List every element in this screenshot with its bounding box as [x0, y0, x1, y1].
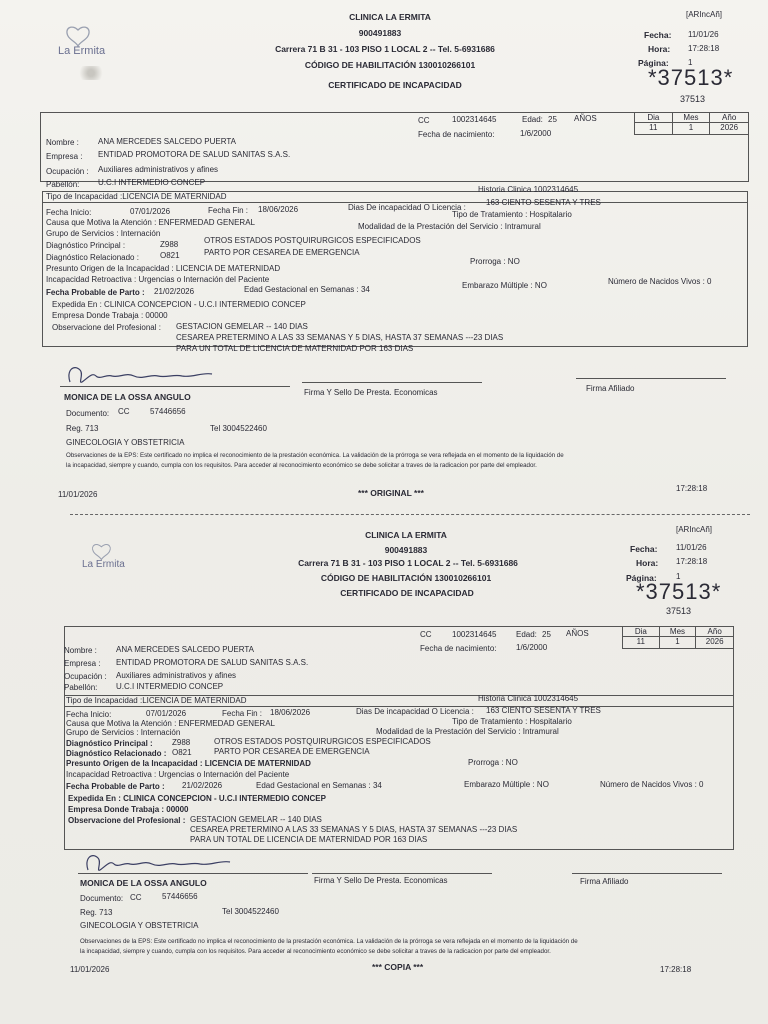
hora-label: Hora: [636, 558, 659, 568]
observaciones-line1: GESTACION GEMELAR -- 140 DIAS [176, 322, 308, 331]
dias-value: 163 CIENTO SESENTA Y TRES [486, 706, 601, 715]
ocupacion-label: Ocupación : [46, 167, 89, 176]
date-value-mes: 1 [673, 123, 711, 134]
diag-principal-code: Z988 [172, 738, 191, 747]
nombre-label: Nombre : [46, 138, 79, 147]
tipo-tratamiento: Tipo de Tratamiento : Hospitalario [452, 717, 572, 726]
doc-type: CC [418, 116, 430, 125]
diag-principal-desc: OTROS ESTADOS POSTQUIRURGICOS ESPECIFICADOS [204, 236, 421, 245]
pagina-value: 1 [688, 58, 693, 67]
date-header-mes: Mes [660, 627, 697, 637]
edad-value: 25 [548, 115, 557, 124]
ocupacion-value: Auxiliares administrativos y afines [116, 671, 237, 680]
causa-atencion: Causa que Motiva la Atención : ENFERMEDAD GENERAL [66, 719, 275, 728]
fecha-parto-value: 21/02/2026 [154, 287, 195, 296]
clinic-address: Carrera 71 B 31 - 103 PISO 1 LOCAL 2 -- Tel. 5-6931686 [298, 558, 518, 568]
fecha-inicio-value: 07/01/2026 [146, 709, 187, 718]
fecha-value: 11/01/26 [688, 30, 719, 39]
documento-type: CC [118, 407, 130, 416]
telefono: Tel 3004522460 [222, 907, 279, 916]
fecha-parto-label: Fecha Probable de Parto : [66, 782, 165, 791]
firma-afiliado-label: Firma Afiliado [586, 384, 635, 393]
date-header-dia: Dia [635, 113, 673, 123]
diag-relacionado-code: O821 [160, 251, 180, 260]
fecha-value: 11/01/26 [676, 543, 707, 552]
doc-type: CC [420, 630, 432, 639]
observaciones-line3: PARA UN TOTAL DE LICENCIA DE MATERNIDAD POR 163 DIAS [190, 835, 428, 844]
diag-relacionado-label: Diagnóstico Relacionado : [46, 253, 139, 262]
prorroga: Prorroga : NO [468, 758, 518, 767]
empresa-value: ENTIDAD PROMOTORA DE SALUD SANITAS S.A.S. [116, 658, 309, 667]
dias-label: Dias De incapacidad O Licencia : [356, 707, 474, 716]
fecha-fin-value: 18/06/2026 [270, 708, 311, 717]
tipo-incapacidad: Tipo de Incapacidad :LICENCIA DE MATERNIDAD [46, 192, 227, 201]
modalidad-servicio: Modalidad de la Prestación del Servicio : Intramural [358, 222, 541, 231]
doc-number: 1002314645 [452, 115, 497, 124]
pabellon-label: Pabellón: [46, 180, 80, 189]
certificate-number: 37513 [666, 606, 692, 616]
certificate-barcode-number: *37513* [648, 65, 734, 90]
hora-value: 17:28:18 [688, 44, 720, 53]
modalidad-servicio: Modalidad de la Prestación del Servicio : Intramural [376, 727, 559, 736]
especialidad: GINECOLOGIA Y OBSTETRICIA [80, 921, 199, 930]
logo-blot [76, 66, 106, 80]
empresa-label: Empresa : [46, 152, 83, 161]
certificate-copy [0, 520, 768, 1020]
diag-relacionado-label: Diagnóstico Relacionado : [66, 749, 167, 758]
date-header-ano: Año [710, 113, 748, 123]
historia-clinica: Historia Clinica 1002314645 [478, 694, 579, 703]
empresa-label: Empresa : [64, 659, 101, 668]
nombre-value: ANA MERCEDES SALCEDO PUERTA [98, 137, 236, 146]
fecha-inicio-label: Fecha Inicio: [66, 710, 112, 719]
pabellon-label: Pabellón: [64, 683, 98, 692]
prorroga: Prorroga : NO [470, 257, 520, 266]
tipo-tratamiento: Tipo de Tratamiento : Hospitalario [452, 210, 572, 219]
pagina-label: Página: [626, 573, 657, 583]
documento-value: 57446656 [150, 407, 186, 416]
date-value-dia: 11 [623, 637, 660, 648]
date-value-ano: 2026 [720, 123, 739, 132]
clinic-address: Carrera 71 B 31 - 103 PISO 1 LOCAL 2 -- Tel. 5-6931686 [275, 44, 495, 54]
eps-observaciones-line1: Observaciones de la EPS: Este certificado no implica el reconocimiento de la prestación económica. La validación de la prórroga se vera reflejada en el momento de la liquidación de [80, 938, 578, 945]
doc-number: 1002314645 [452, 630, 497, 639]
nacidos-vivos: Número de Nacidos Vivos : 0 [600, 780, 704, 789]
observaciones-label: Observacione del Profesional : [52, 323, 161, 332]
fecha-inicio-value: 07/01/2026 [130, 207, 171, 216]
fecha-fin-value: 18/06/2026 [258, 205, 299, 214]
fecha-nac-label: Fecha de nacimiento: [418, 130, 495, 139]
firma-prestador-label: Firma Y Sello De Presta. Economicas [304, 388, 438, 397]
fecha-nac-value: 1/6/2000 [516, 643, 548, 652]
observaciones-line1: GESTACION GEMELAR -- 140 DIAS [190, 815, 322, 824]
doctor-name: MONICA DE LA OSSA ANGULO [64, 392, 191, 402]
anos-label: AÑOS [574, 114, 597, 123]
hora-label: Hora: [648, 44, 671, 54]
diag-principal-code: Z988 [160, 240, 179, 249]
diag-principal-desc: OTROS ESTADOS POSTQUIRURGICOS ESPECIFICADOS [214, 737, 431, 746]
signature-line-afiliado [572, 873, 722, 874]
date-value-ano: 2026 [705, 637, 724, 646]
footer-date: 11/01/2026 [70, 965, 110, 974]
observaciones-line2: CESAREA PRETERMINO A LAS 33 SEMANAS Y 5 DIAS, HASTA 37 SEMANAS ---23 DIAS [176, 333, 504, 342]
diag-relacionado-desc: PARTO POR CESAREA DE EMERGENCIA [204, 248, 360, 257]
diag-principal-label: Diagnóstico Principal : [66, 739, 153, 748]
signature-line-afiliado [576, 378, 726, 379]
issue-date-grid [622, 626, 734, 649]
documento-label: Documento: [80, 894, 124, 903]
clinic-name: CLINICA LA ERMITA [365, 530, 447, 540]
footer-time: 17:28:18 [676, 484, 708, 493]
date-header-dia: Dia [623, 627, 660, 637]
copy-label: *** ORIGINAL *** [358, 488, 424, 498]
tipo-incapacidad: Tipo de Incapacidad :LICENCIA DE MATERNIDAD [66, 696, 247, 705]
historia-clinica: Historia Clinica 1002314645 [478, 185, 579, 194]
fecha-parto-label: Fecha Probable de Parto : [46, 288, 145, 297]
certificate-number: 37513 [680, 94, 706, 104]
registro: Reg. 713 [80, 908, 113, 917]
empresa-trabajo: Empresa Donde Trabaja : 00000 [52, 311, 168, 320]
eps-observaciones-line1: Observaciones de la EPS: Este certificado no implica el reconocimiento de la prestación económica. La validación de la prórroga se vera reflejada en el momento de la liquidación de [66, 452, 564, 459]
fecha-label: Fecha: [630, 544, 658, 554]
footer-date: 11/01/2026 [58, 490, 98, 499]
fecha-nac-value: 1/6/2000 [520, 129, 552, 138]
certificate-barcode-number: *37513* [636, 579, 722, 604]
signature-line-prestador [302, 382, 482, 383]
footer-time: 17:28:18 [660, 965, 692, 974]
code-tag: [ARIncAñ] [686, 10, 723, 19]
observaciones-label: Observacione del Profesional : [68, 816, 186, 825]
diag-relacionado-desc: PARTO POR CESAREA DE EMERGENCIA [214, 747, 370, 756]
fecha-fin-label: Fecha Fin : [208, 206, 249, 215]
edad-label: Edad: [516, 630, 537, 639]
documento-value: 57446656 [162, 892, 198, 901]
cut-line [70, 514, 750, 515]
observaciones-line2: CESAREA PRETERMINO A LAS 33 SEMANAS Y 5 DIAS, HASTA 37 SEMANAS ---23 DIAS [190, 825, 518, 834]
signature-line-doctor [60, 386, 290, 387]
nombre-value: ANA MERCEDES SALCEDO PUERTA [116, 645, 254, 654]
fecha-fin-label: Fecha Fin : [222, 709, 263, 718]
registro: Reg. 713 [66, 424, 99, 433]
fecha-inicio-label: Fecha Inicio: [46, 208, 92, 217]
diag-relacionado-code: O821 [172, 748, 192, 757]
observaciones-line3: PARA UN TOTAL DE LICENCIA DE MATERNIDAD POR 163 DIAS [176, 344, 414, 353]
date-header-ano: Año [696, 627, 733, 637]
fecha-label: Fecha: [644, 30, 672, 40]
edad-value: 25 [542, 630, 551, 639]
pabellon-value: U.C.I INTERMEDIO CONCEP [116, 682, 224, 691]
pagina-label: Página: [638, 58, 669, 68]
certificate-original [0, 0, 768, 505]
eps-observaciones-line2: la incapacidad, siempre y cuando, cumpla con los requisitos. Para acceder al reconocimiento económico se debe solicitar a traves de la radicacion por parte del empleador. [66, 462, 537, 469]
grupo-servicios: Grupo de Servicios : Internación [46, 229, 161, 238]
date-value-mes: 1 [660, 637, 697, 648]
embarazo-multiple: Embarazo Múltiple : NO [462, 281, 547, 290]
telefono: Tel 3004522460 [210, 424, 267, 433]
pabellon-value: U.C.I INTERMEDIO CONCEP [98, 178, 206, 187]
causa-atencion: Causa que Motiva la Atención : ENFERMEDAD GENERAL [46, 218, 255, 227]
habilitacion-code: CÓDIGO DE HABILITACIÓN 130010266101 [320, 573, 492, 583]
date-header-mes: Mes [673, 113, 711, 123]
edad-gestacional: Edad Gestacional en Semanas : 34 [244, 285, 370, 294]
ocupacion-value: Auxiliares administrativos y afines [98, 165, 219, 174]
firma-afiliado-label: Firma Afiliado [580, 877, 629, 886]
grupo-servicios: Grupo de Servicios : Internación [66, 728, 181, 737]
signature-line-doctor [78, 873, 308, 874]
documento-label: Documento: [66, 409, 110, 418]
copy-label: *** COPIA *** [372, 962, 424, 972]
code-tag: [ARIncAñ] [676, 525, 713, 534]
expedida-en: Expedida En : CLINICA CONCEPCION - U.C.I INTERMEDIO CONCEP [68, 794, 326, 803]
ocupacion-label: Ocupación : [64, 672, 107, 681]
habilitacion-code: CÓDIGO DE HABILITACIÓN 130010266101 [304, 60, 476, 70]
presunto-origen: Presunto Origen de la Incapacidad : LICENCIA DE MATERNIDAD [66, 759, 311, 768]
issue-date-grid [634, 112, 749, 135]
especialidad: GINECOLOGIA Y OBSTETRICIA [66, 438, 185, 447]
eps-observaciones-line2: la incapacidad, siempre y cuando, cumpla con los requisitos. Para acceder al reconocimiento económico se debe solicitar a traves de la radicacion por parte del empleador. [80, 948, 551, 955]
edad-gestacional: Edad Gestacional en Semanas : 34 [256, 781, 382, 790]
diag-principal-label: Diagnóstico Principal : [46, 241, 126, 250]
presunto-origen: Presunto Origen de la Incapacidad : LICENCIA DE MATERNIDAD [46, 264, 281, 273]
incapacidad-retroactiva: Incapacidad Retroactiva : Urgencias o Internación del Paciente [46, 275, 270, 284]
logo-text: La Ermita [82, 559, 125, 570]
pagina-value: 1 [676, 572, 681, 581]
edad-label: Edad: [522, 115, 543, 124]
nacidos-vivos: Número de Nacidos Vivos : 0 [608, 277, 712, 286]
clinic-nit: 900491883 [358, 28, 402, 38]
date-value-dia: 11 [635, 123, 673, 134]
firma-prestador-label: Firma Y Sello De Presta. Economicas [314, 876, 448, 885]
doctor-name: MONICA DE LA OSSA ANGULO [80, 878, 207, 888]
expedida-en: Expedida En : CLINICA CONCEPCION - U.C.I INTERMEDIO CONCEP [52, 300, 306, 309]
nombre-label: Nombre : [64, 646, 97, 655]
fecha-nac-label: Fecha de nacimiento: [420, 644, 497, 653]
certificate-title: CERTIFICADO DE INCAPACIDAD [340, 588, 474, 598]
clinic-nit: 900491883 [384, 545, 428, 555]
dias-label: Dias De incapacidad O Licencia : [348, 203, 466, 212]
documento-type: CC [130, 893, 142, 902]
incapacidad-retroactiva: Incapacidad Retroactiva : Urgencias o Internación del Paciente [66, 770, 290, 779]
dias-value: 163 CIENTO SESENTA Y TRES [486, 198, 601, 207]
hora-value: 17:28:18 [676, 557, 708, 566]
empresa-trabajo: Empresa Donde Trabaja : 00000 [68, 805, 189, 814]
signature-line-prestador [312, 873, 492, 874]
logo-text: La Ermita [58, 45, 106, 57]
empresa-value: ENTIDAD PROMOTORA DE SALUD SANITAS S.A.S. [98, 150, 291, 159]
anos-label: AÑOS [566, 629, 589, 638]
clinic-name: CLINICA LA ERMITA [349, 12, 431, 22]
fecha-parto-value: 21/02/2026 [182, 781, 223, 790]
embarazo-multiple: Embarazo Múltiple : NO [464, 780, 549, 789]
certificate-title: CERTIFICADO DE INCAPACIDAD [328, 80, 462, 90]
